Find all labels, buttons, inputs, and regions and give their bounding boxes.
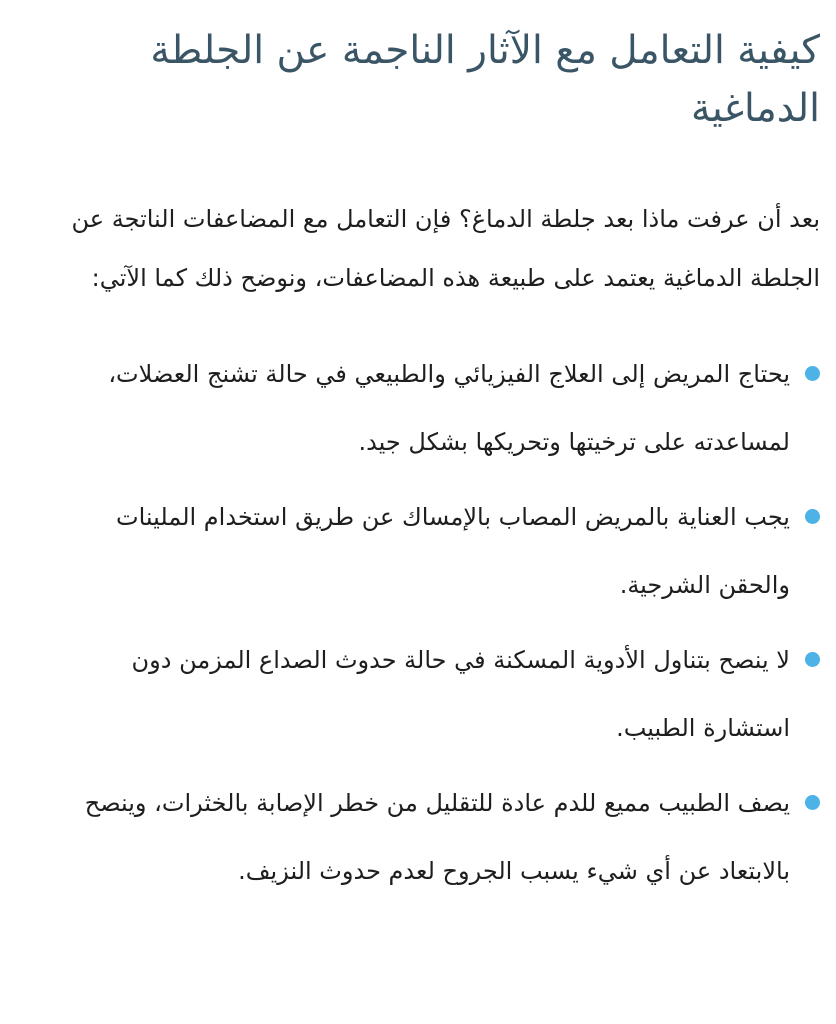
bullet-dot-icon	[805, 509, 820, 524]
article-title: كيفية التعامل مع الآثار الناجمة عن الجلطة الدماغية	[150, 28, 820, 131]
list-item	[40, 483, 820, 619]
tips-list	[40, 340, 820, 905]
list-item-text: يحتاج المريض إلى العلاج الفيزيائي والطبيعي في حالة تشنج العضلات، لمساعدته على ترخيتها وتحريكها بشكل جيد.	[108, 360, 790, 456]
list-item	[40, 769, 820, 905]
bullet-dot-icon	[805, 652, 820, 667]
list-item-text: يصف الطبيب مميع للدم عادة للتقليل من خطر الإصابة بالخثرات، وينصح بالابتعاد عن أي شيء يسبب الجروح لعدم حدوث النزيف.	[84, 789, 790, 885]
list-item	[40, 340, 820, 476]
list-item-text: يجب العناية بالمريض المصاب بالإمساك عن طريق استخدام الملينات والحقن الشرجية.	[115, 503, 790, 599]
bullet-dot-icon	[805, 366, 820, 381]
bullet-dot-icon	[805, 795, 820, 810]
list-item	[40, 626, 820, 762]
list-item-text: لا ينصح بتناول الأدوية المسكنة في حالة حدوث الصداع المزمن دون استشارة الطبيب.	[131, 646, 790, 742]
intro-paragraph: بعد أن عرفت ماذا بعد جلطة الدماغ؟ فإن التعامل مع المضاعفات الناتجة عن الجلطة الدماغية يعتمد على طبيعة هذه المضاعفات، ونوضح ذلك كما الآتي:	[71, 205, 820, 292]
